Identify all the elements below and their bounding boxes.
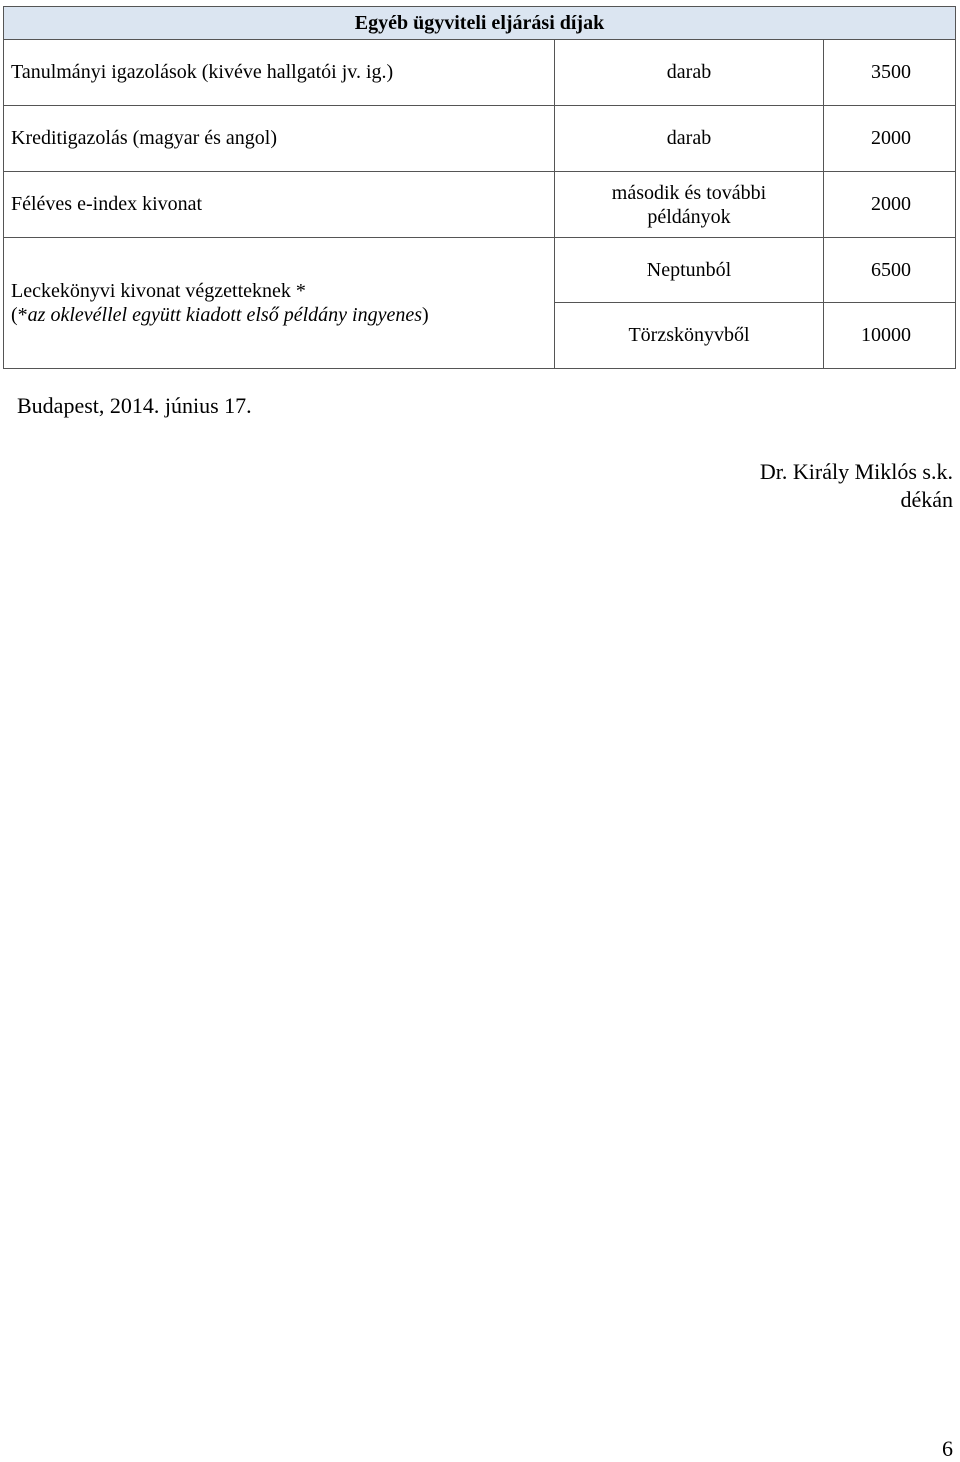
row-unit [555,172,824,238]
table-row [4,40,956,106]
note-star: * [17,304,28,326]
row-description: Tanulmányi igazolások (kivéve hallgatói jv. ig.) [4,40,555,106]
note-text: az oklevéllel együtt kiadott első példány ingyenes [27,304,422,326]
row-description-note [11,303,554,327]
row-price: 6500 [824,238,956,303]
place-date: Budapest, 2014. június 17. [17,393,252,418]
row-unit: darab [555,40,824,106]
signer-name: Dr. Király Miklós s.k. [759,459,953,484]
row-unit: Törzskönyvből [555,303,824,369]
note-open-paren: ( [11,304,18,326]
table-row [4,106,956,172]
table-title-row [4,7,956,40]
note-close-paren: ) [421,304,429,326]
table-row [4,238,956,303]
row-price: 2000 [824,106,956,172]
row-description [4,238,555,369]
row-unit: Neptunból [555,238,824,303]
signer-title: dékán [900,487,953,512]
table-row [4,172,956,238]
row-description: Kreditigazolás (magyar és angol) [4,106,555,172]
fees-table [3,6,956,369]
row-description: Féléves e-index kivonat [4,172,555,238]
row-description-line: Leckekönyvi kivonat végzetteknek * [11,280,306,302]
signature-block [760,458,953,514]
row-unit-line: példányok [647,205,731,228]
row-price: 10000 [824,303,956,369]
row-price: 3500 [824,40,956,106]
table-title: Egyéb ügyviteli eljárási díjak [4,7,956,40]
row-price: 2000 [824,172,956,238]
page-number: 6 [942,1436,953,1461]
row-unit: darab [555,106,824,172]
row-unit-line: második és további [611,181,767,204]
